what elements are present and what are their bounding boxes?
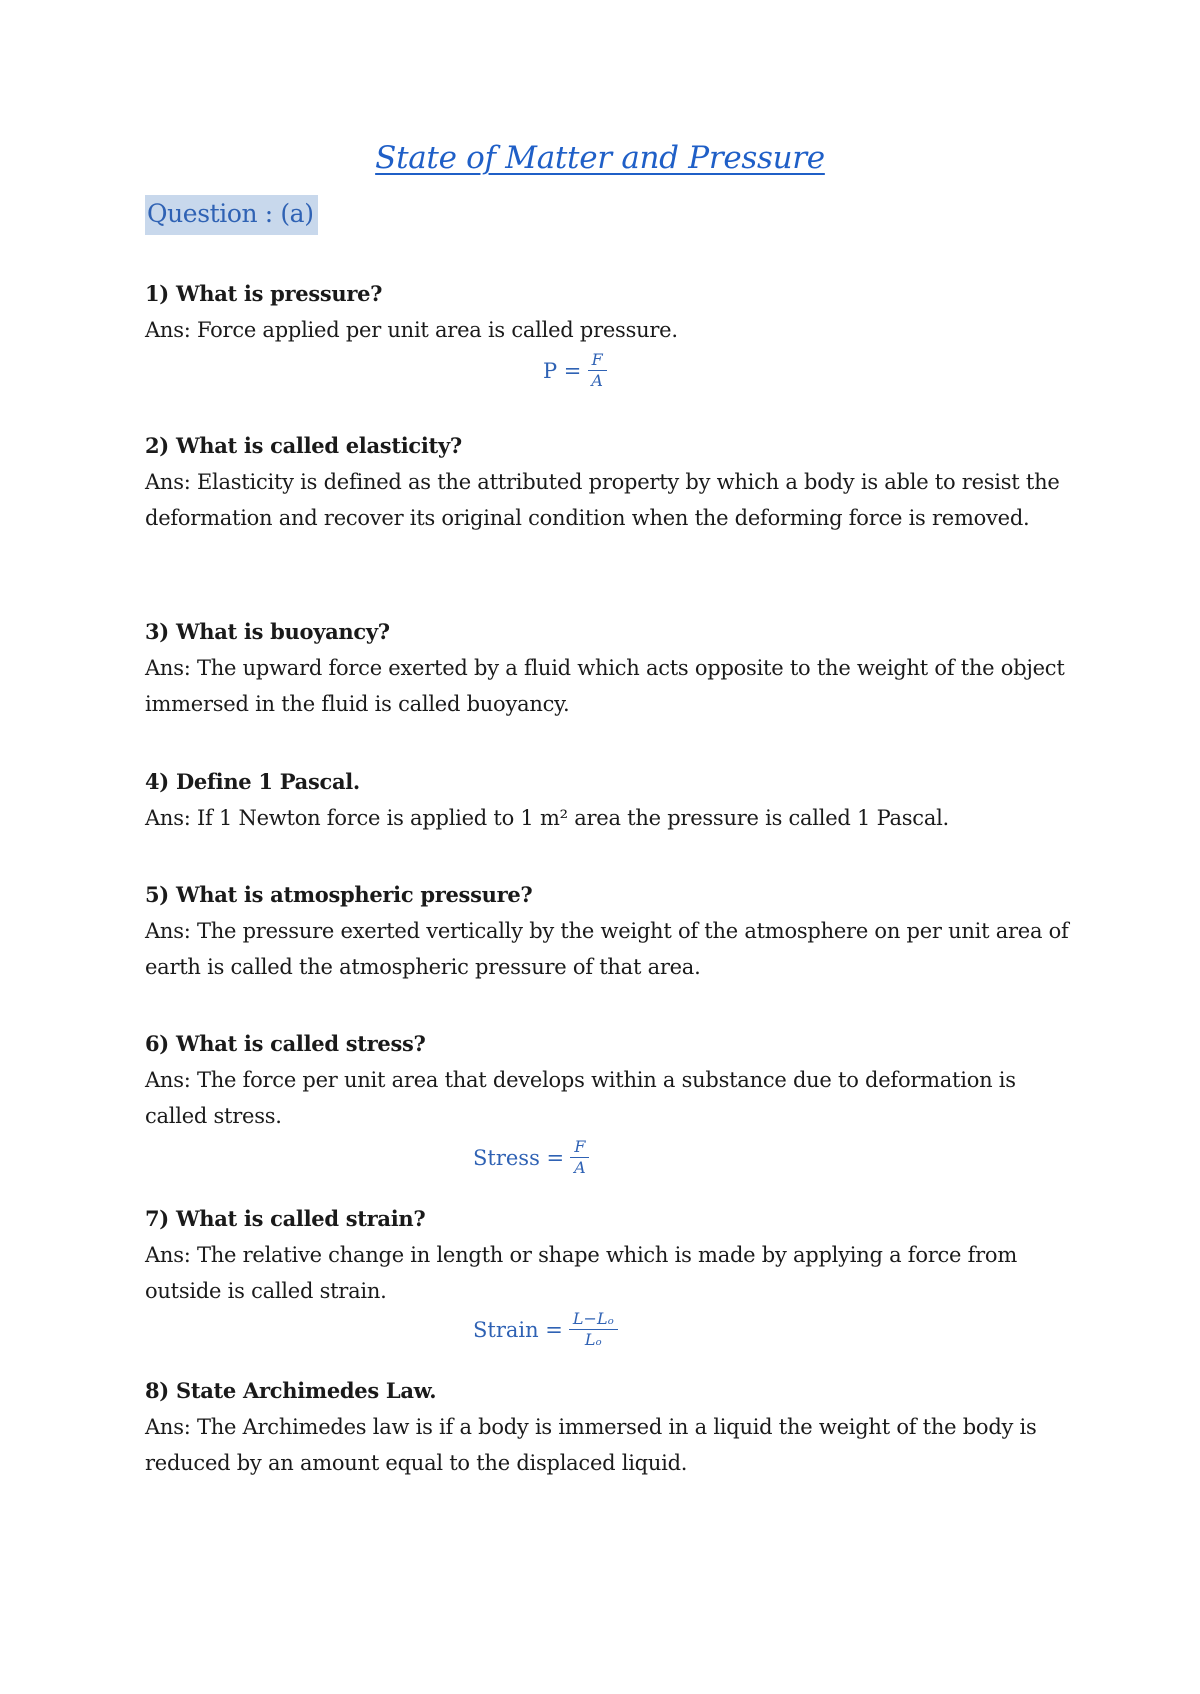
fraction-numerator: F — [588, 350, 607, 371]
fraction — [569, 1309, 618, 1350]
question-6: 6) What is called stress? — [145, 1031, 426, 1056]
question-7: 7) What is called strain? — [145, 1206, 426, 1231]
formula-strain — [473, 1309, 618, 1350]
formula-stress — [473, 1137, 590, 1178]
fraction-numerator: F — [570, 1137, 589, 1158]
answer-3: Ans: The upward force exerted by a fluid which acts opposite to the weight of the object immersed in the fluid is called buoyancy. — [145, 656, 1065, 716]
answer-2: Ans: Elasticity is defined as the attributed property by which a body is able to resist the deformation and recover its original condition when the deforming force is removed. — [145, 470, 1060, 530]
fraction — [570, 1137, 590, 1178]
fraction-denominator: A — [591, 371, 603, 390]
answer-5: Ans: The pressure exerted vertically by the weight of the atmosphere on per unit area of earth is called the atmospheric pressure of that area. — [145, 919, 1069, 979]
answer-7: Ans: The relative change in length or shape which is made by applying a force from outside is called strain. — [145, 1243, 1017, 1303]
question-8: 8) State Archimedes Law. — [145, 1378, 437, 1403]
fraction — [587, 350, 607, 391]
question-4: 4) Define 1 Pascal. — [145, 769, 360, 794]
answer-8: Ans: The Archimedes law is if a body is immersed in a liquid the weight of the body is reduced by an amount equal to the displaced liquid. — [145, 1415, 1037, 1475]
question-section-label: Question : (a) — [145, 195, 318, 235]
fraction-numerator: L−Lₒ — [569, 1309, 618, 1330]
answer-6: Ans: The force per unit area that develops within a substance due to deformation is called stress. — [145, 1068, 1016, 1128]
answer-1: Ans: Force applied per unit area is called pressure. — [145, 318, 678, 342]
page-title: State of Matter and Pressure — [375, 140, 825, 176]
formula-lhs: Strain = — [473, 1317, 563, 1342]
formula-lhs: Stress = — [473, 1145, 565, 1170]
question-5: 5) What is atmospheric pressure? — [145, 882, 533, 907]
question-1: 1) What is pressure? — [145, 281, 383, 306]
formula-lhs: P = — [543, 358, 582, 383]
question-3: 3) What is buoyancy? — [145, 619, 390, 644]
fraction-denominator: A — [574, 1158, 586, 1177]
formula-pressure — [543, 350, 607, 391]
fraction-denominator: Lₒ — [584, 1330, 602, 1349]
answer-4: Ans: If 1 Newton force is applied to 1 m² area the pressure is called 1 Pascal. — [145, 806, 949, 830]
question-2: 2) What is called elasticity? — [145, 433, 462, 458]
